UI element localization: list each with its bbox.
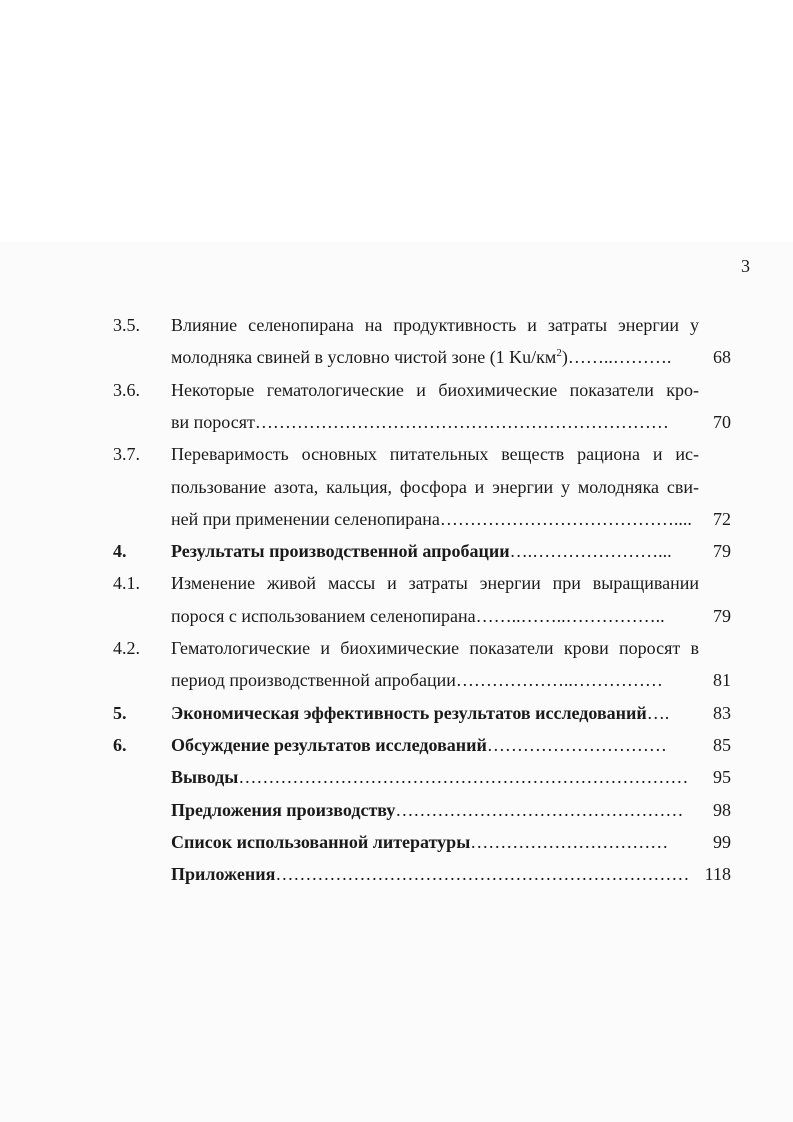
toc-entry-title — [171, 539, 699, 563]
superscript: 2 — [556, 347, 562, 360]
toc-entry-title-part: Результаты производственной апробации — [171, 541, 510, 562]
toc-line — [0, 378, 793, 402]
toc-page-number: 72 — [713, 508, 731, 529]
dot-leader: ……..……..…………….. — [475, 605, 665, 626]
toc-page-number: 68 — [713, 347, 731, 368]
toc-line — [0, 668, 793, 692]
toc-page-number: 70 — [713, 411, 731, 432]
toc-entry-title — [171, 604, 699, 628]
toc-entry-title-part: порося с использованием селенопирана — [171, 605, 476, 626]
toc-entry-number: 3.5. — [113, 315, 140, 335]
toc-entry-number: 4. — [113, 541, 127, 562]
dot-leader: ………………………………………………………………… — [238, 767, 689, 788]
dot-leader: ………………………………………… — [395, 799, 684, 820]
toc-entry-title — [171, 765, 699, 789]
toc-entry-text: Изменение живой массы и затраты энергии при выращивании — [171, 573, 699, 594]
toc-entry-title-part: Предложения производству — [171, 799, 396, 820]
toc-entry-number: 6. — [113, 734, 127, 755]
dot-leader: ….…………………... — [509, 541, 672, 562]
toc-entry-number: 3.6. — [113, 379, 140, 400]
toc-line — [0, 475, 793, 499]
dot-leader: ………………………………….... — [439, 508, 692, 529]
toc-page-number: 95 — [713, 767, 731, 788]
toc-entry-title-part: ви поросят — [171, 411, 255, 432]
toc-entry-text: Переваримость основных питательных веществ рациона и ис- — [171, 444, 699, 465]
toc-entry-title — [171, 507, 699, 531]
toc-page-number: 81 — [713, 670, 731, 691]
toc-page-number: 99 — [713, 831, 731, 852]
toc-line — [0, 701, 793, 725]
toc-page-number: 83 — [713, 702, 731, 723]
toc-entry-title — [171, 798, 699, 822]
dot-leader: ……..………. — [567, 347, 672, 368]
dot-leader: …………………………………………………………… — [275, 864, 690, 885]
toc-page-number: 98 — [713, 799, 731, 820]
toc-entry-text: пользование азота, кальция, фосфора и энергии у молодняка сви- — [171, 476, 699, 497]
dot-leader: ………………………… — [486, 734, 667, 755]
dot-leader: ………………..…………… — [455, 670, 663, 691]
dot-leader: …………………………… — [470, 831, 669, 852]
toc-line — [0, 507, 793, 531]
toc-line — [0, 636, 793, 660]
toc-entry-title-part: Выводы — [171, 767, 239, 788]
toc-entry-title — [171, 668, 699, 692]
toc-entry-title-part: Приложения — [171, 864, 276, 885]
toc-entry-title-part: молодняка свиней в условно чистой зоне (1 Ku/км — [171, 347, 557, 368]
toc-page-number: 79 — [713, 541, 731, 562]
toc-line — [0, 798, 793, 822]
toc-page-number: 85 — [713, 734, 731, 755]
toc-entry-title-part: ней при применении селенопирана — [171, 508, 440, 529]
toc-entry-title-part: Экономическая эффективность результатов исследований — [171, 702, 647, 723]
toc-page-number: 79 — [713, 605, 731, 626]
toc-line — [0, 345, 793, 369]
toc-entry-title — [171, 733, 699, 757]
toc-line — [0, 410, 793, 434]
toc-entry-title — [171, 410, 699, 434]
toc-entry-number: 4.1. — [113, 573, 140, 594]
toc-page-number: 118 — [704, 864, 731, 885]
toc-entry-text: Влияние селенопирана на продуктивность и затраты энергии у — [171, 315, 699, 335]
toc-entry-text: Гематологические и биохимические показатели крови поросят в — [171, 638, 699, 658]
toc-line — [0, 539, 793, 563]
toc-entry-title — [171, 862, 699, 886]
toc-line — [0, 830, 793, 854]
toc-line — [0, 862, 793, 886]
toc-line — [0, 571, 793, 595]
toc-line — [0, 442, 793, 466]
toc-line — [0, 765, 793, 789]
toc-entry-title-part: ) — [561, 347, 568, 368]
toc-entry-number: 4.2. — [113, 638, 140, 658]
toc-entry-title-part: период производственной апробации — [171, 670, 456, 691]
toc-entry-title-part: Список использованной литературы — [171, 831, 471, 852]
toc-entry-title — [171, 701, 699, 725]
toc-entry-text: Некоторые гематологические и биохимические показатели кро- — [171, 379, 699, 400]
dot-leader: …. — [646, 702, 670, 723]
toc-entry-title-part: Обсуждение результатов исследований — [171, 734, 487, 755]
toc-line — [0, 733, 793, 757]
toc-entry-title — [171, 830, 699, 854]
toc-entry-number: 5. — [113, 702, 127, 723]
dot-leader: …………………………………………………………… — [254, 411, 669, 432]
toc-entry-number: 3.7. — [113, 444, 140, 465]
page-number: 3 — [741, 256, 750, 276]
toc-entry-title — [171, 345, 699, 369]
toc-line — [0, 604, 793, 628]
toc-line — [0, 313, 793, 337]
